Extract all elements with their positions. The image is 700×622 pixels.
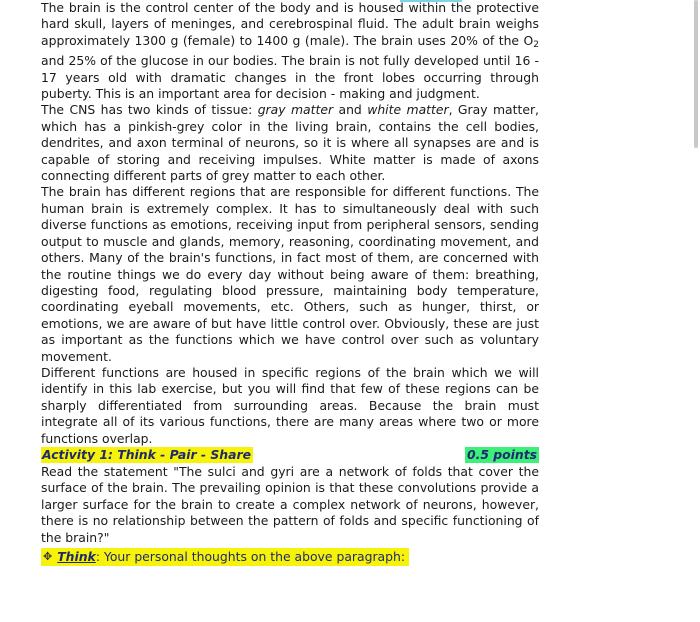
activity-title: Activity 1: Think - Pair - Share (42, 447, 252, 463)
activity-statement: Read the statement "The sulci and gyri are a network of folds that cover the surface of the brain. The prevailing opinion is that these convolutions provide a larger surface for the brain to create a complex network of neurons, however, there is no relationship between the pattern of folds and specific functioning of the brain?" (41, 463, 539, 545)
cns-lead-text: The CNS has two kinds of tissue: (41, 102, 258, 118)
brain-intro-text-end: and 25% of the glucose in our bodies. The brain is not fully developed until 16 - 17 years old with dramatic changes in the front lobes occurring through puberty. This is an important area for decision - making and judgment. (41, 53, 539, 102)
diamond-star-bullet-icon: ✥ (43, 550, 53, 563)
paragraph-brain-intro (41, 0, 539, 102)
think-prompt (41, 548, 409, 566)
scrollbar-thumb[interactable] (694, 0, 698, 148)
points-badge: 0.5 points (466, 447, 537, 463)
document-page (41, 0, 539, 566)
brain-intro-text-start: The brain is the control center of the body and is housed within the protective hard skull, layers of meninges, and cerebrospinal fluid. The adult brain weighs approximately 1300 g (female) to 1400 g (male). The brain uses 20% of the O (41, 0, 539, 48)
gray-matter-term: gray matter (257, 102, 334, 118)
paragraph-brain-regions: The brain has different regions that are responsible for different functions. The human brain is extremely complex. It has to simultaneously deal with such diverse functions as emotions, receiving input from peripheral sensors, sending output to muscle and glands, memory, reasoning, coordinating movement, and others. Many of the brain's functions, in fact most of them, are concerned with the routine things we do every day without being aware of them: breathing, digesting food, regulating blood pressure, maintaining body temperature, coordinating eyeball movements, etc. Others, such as hunger, thirst, or emotions, we are aware of but have little control over. Obviously, these are just as important as the functions which we have control over such as voluntary movement. (41, 184, 539, 364)
cns-rest-text: , Gray matter, which has a pinkish-grey color in the living brain, contains the cell bodies, dendrites, and axon terminal of neurons, so it is where all synapses are and is capable of storing and receiving impulses. White matter is made of axons connecting different parts of grey matter to each other. (41, 102, 539, 184)
paragraph-functions-housed: Different functions are housed in specific regions of the brain which we will identify in this lab exercise, but you will find that few of these regions can be sharply differentiated from surrounding areas. Because the brain must integrate all of its various functions, there are many areas where two or more functions overlap. (41, 364, 539, 446)
paragraph-cns-tissue (41, 102, 539, 184)
white-matter-term: white matter (367, 102, 449, 118)
oxygen-subscript: 2 (533, 39, 539, 50)
activity-header (41, 447, 539, 464)
think-text: : Your personal thoughts on the above paragraph: (95, 549, 406, 564)
think-label: Think (57, 549, 96, 564)
cns-and-text: and (333, 102, 368, 118)
